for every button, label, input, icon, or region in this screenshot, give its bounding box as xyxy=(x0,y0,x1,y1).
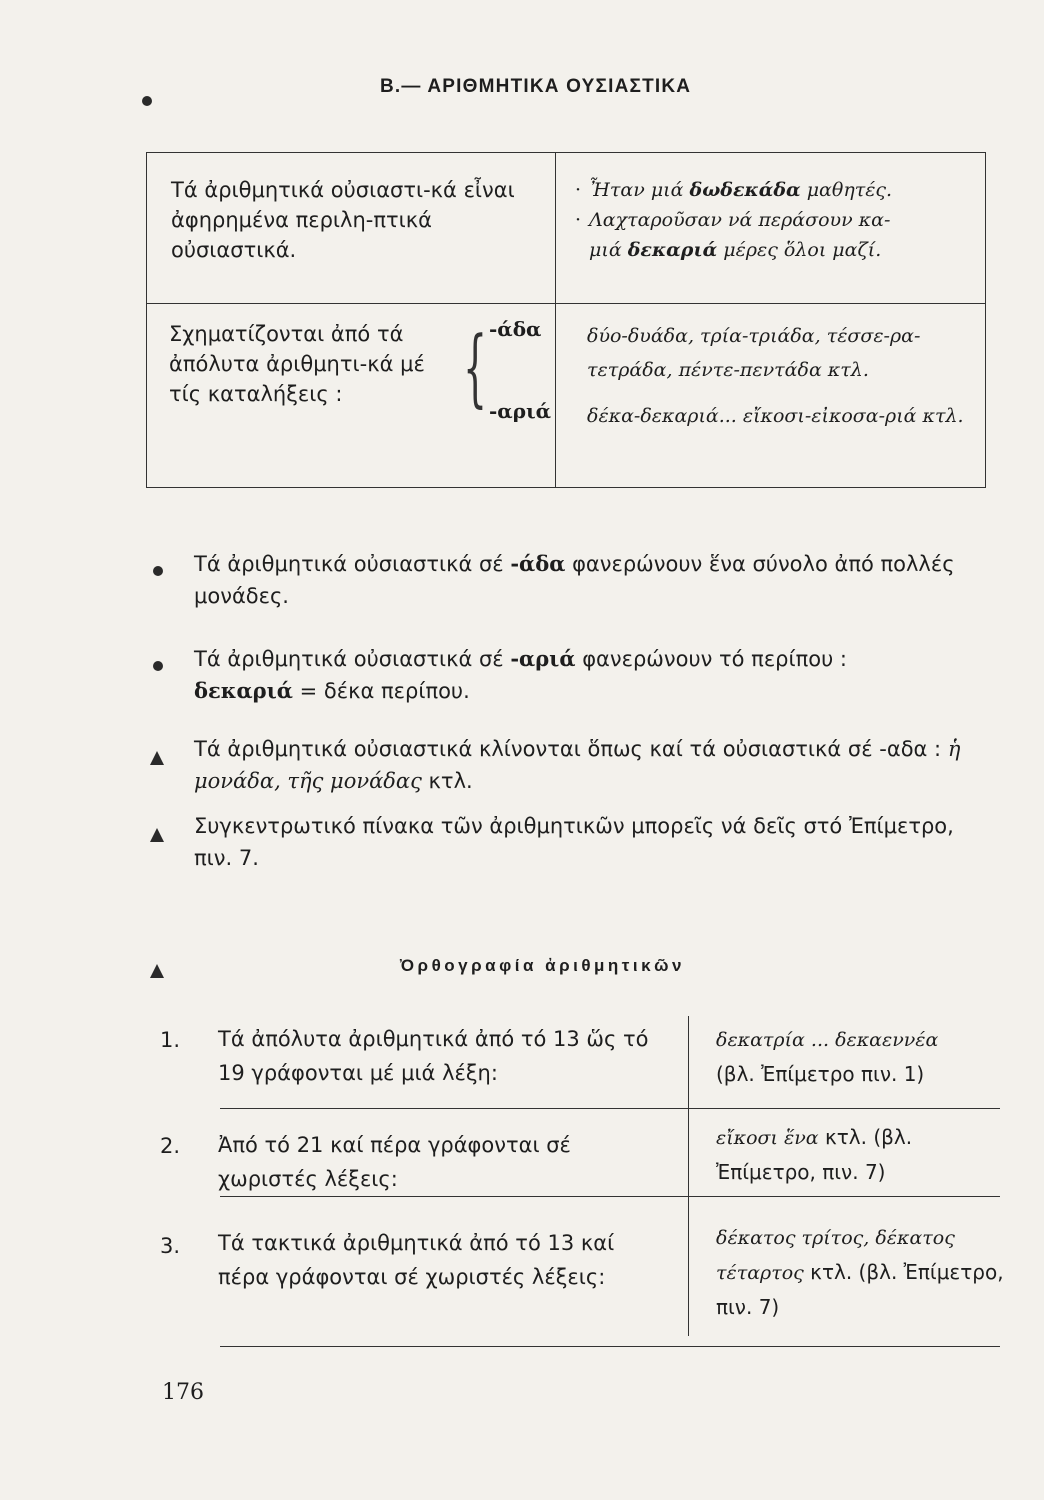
note-reference: Συγκεντρωτικό πίνακα τῶν ἀριθμητικῶν μπορεῖς νά δεῖς στό Ἐπίμετρο, πιν. 7. xyxy=(194,814,954,870)
triangle-icon xyxy=(150,751,164,765)
rule-example xyxy=(716,1120,1006,1189)
example-text: δέκατος τρίτος, δέκατος τέταρτος xyxy=(716,1227,955,1284)
rule-text: Τά ἀπόλυτα ἀριθμητικά ἀπό τό 13 ὥς τό 19 γράφονται μέ μιά λέξη: xyxy=(218,1027,649,1085)
examples-ada: δύο-δυάδα, τρία-τριάδα, τέσσε-ρα-τετράδα, πέντε-πεντάδα κτλ. xyxy=(587,325,921,381)
rule-number: 3. xyxy=(160,1234,181,1258)
table-divider-vertical xyxy=(555,153,556,487)
formation-cell: Σχηματίζονται ἀπό τά ἀπόλυτα ἀριθμητι-κά μέ τίς καταλήξεις : xyxy=(169,322,425,406)
keyword: δεκαριά xyxy=(194,678,293,703)
rules-divider-horizontal xyxy=(220,1108,1000,1109)
example-cell xyxy=(575,175,975,265)
bullet-icon xyxy=(153,566,163,576)
note-text: κτλ. xyxy=(421,769,473,793)
note-declension xyxy=(194,733,994,797)
keyword: δωδεκάδα xyxy=(689,179,801,201)
triangle-icon xyxy=(150,828,164,842)
note-ada xyxy=(194,548,994,612)
rule-text: Ἀπό τό 21 καί πέρα γράφονται σέ χωριστές λέξεις: xyxy=(218,1133,571,1191)
reference-text: κτλ. (βλ. Ἐπίμετρο, πιν. 7) xyxy=(716,1125,913,1184)
example-text: μαθητές. xyxy=(800,179,893,201)
rules-divider-horizontal xyxy=(220,1196,1000,1197)
formation-examples xyxy=(587,319,977,433)
note-text: φανερώνουν ἕνα σύνολο ἀπό πολλές μονάδες. xyxy=(194,552,955,608)
suffix-ada: -άδα xyxy=(489,317,542,341)
table-divider-horizontal xyxy=(147,303,985,304)
rule-example xyxy=(716,1022,1006,1091)
rules-divider-horizontal xyxy=(220,1346,1000,1347)
note-text: Τά ἀριθμητικά οὐσιαστικά σέ xyxy=(194,647,511,671)
orthography-title: Ὀρθογραφία ἀριθμητικῶν xyxy=(400,956,685,975)
example-line xyxy=(575,205,975,235)
example-line xyxy=(575,175,975,205)
example-line xyxy=(575,235,975,265)
keyword: -αριά xyxy=(510,646,576,671)
brace-icon: { xyxy=(463,318,488,416)
triangle-icon xyxy=(150,964,164,978)
rule-number: 2. xyxy=(160,1134,181,1158)
rule-text: Τά τακτικά ἀριθμητικά ἀπό τό 13 καί πέρα γράφονται σέ χωριστές λέξεις: xyxy=(218,1231,615,1289)
rule-number: 1. xyxy=(160,1028,181,1052)
keyword: δεκαριά xyxy=(627,239,718,261)
suffix-aria: -αριά xyxy=(489,399,552,423)
example-text: μέρες ὅλοι μαζί. xyxy=(717,239,882,261)
example-text: Ἦταν μιά xyxy=(589,179,690,201)
note-text: = δέκα περίπου. xyxy=(292,679,470,703)
reference-text: (βλ. Ἐπίμετρο πιν. 1) xyxy=(716,1062,925,1086)
example-text: εἴκοσι ἕνα xyxy=(716,1127,819,1149)
bullet-icon: · xyxy=(575,179,582,201)
rule-example xyxy=(716,1220,1006,1324)
bullet-icon: · xyxy=(575,209,582,231)
note-text: φανερώνουν τό περίπου : xyxy=(575,647,848,671)
example-text: δεκατρία ... δεκαεννέα xyxy=(716,1029,939,1051)
section-title: Β.— ΑΡΙΘΜΗΤΙΚΑ ΟΥΣΙΑΣΤΙΚΑ xyxy=(380,76,692,97)
examples-aria: δέκα-δεκαριά... εἴκοσι-εἰκοσα-ριά κτλ. xyxy=(587,405,964,427)
definition-cell: Τά ἀριθμητικά οὐσιαστι-κά εἶναι ἀφηρημένα περιλη-πτικά οὐσιαστικά. xyxy=(171,178,515,262)
orthography-rules xyxy=(160,1008,1004,1348)
bullet-icon xyxy=(153,661,163,671)
page-number: 176 xyxy=(162,1380,204,1405)
keyword: -άδα xyxy=(510,551,566,576)
note-text: Τά ἀριθμητικά οὐσιαστικά σέ xyxy=(194,552,511,576)
example-text: Λαχταροῦσαν νά περάσουν κα- xyxy=(589,209,891,231)
example-text: ἡ μονάδα, τῆς μονάδας xyxy=(194,737,961,793)
reference-text: κτλ. (βλ. Ἐπίμετρο, πιν. 7) xyxy=(716,1260,1004,1319)
note-aria xyxy=(194,643,994,707)
definition-table xyxy=(146,152,986,488)
example-text: μιά xyxy=(589,239,628,261)
bullet-icon xyxy=(142,96,152,106)
rules-divider-vertical xyxy=(688,1016,689,1336)
note-text: Τά ἀριθμητικά οὐσιαστικά κλίνονται ὅπως καί τά οὐσιαστικά σέ -αδα : xyxy=(194,737,948,761)
